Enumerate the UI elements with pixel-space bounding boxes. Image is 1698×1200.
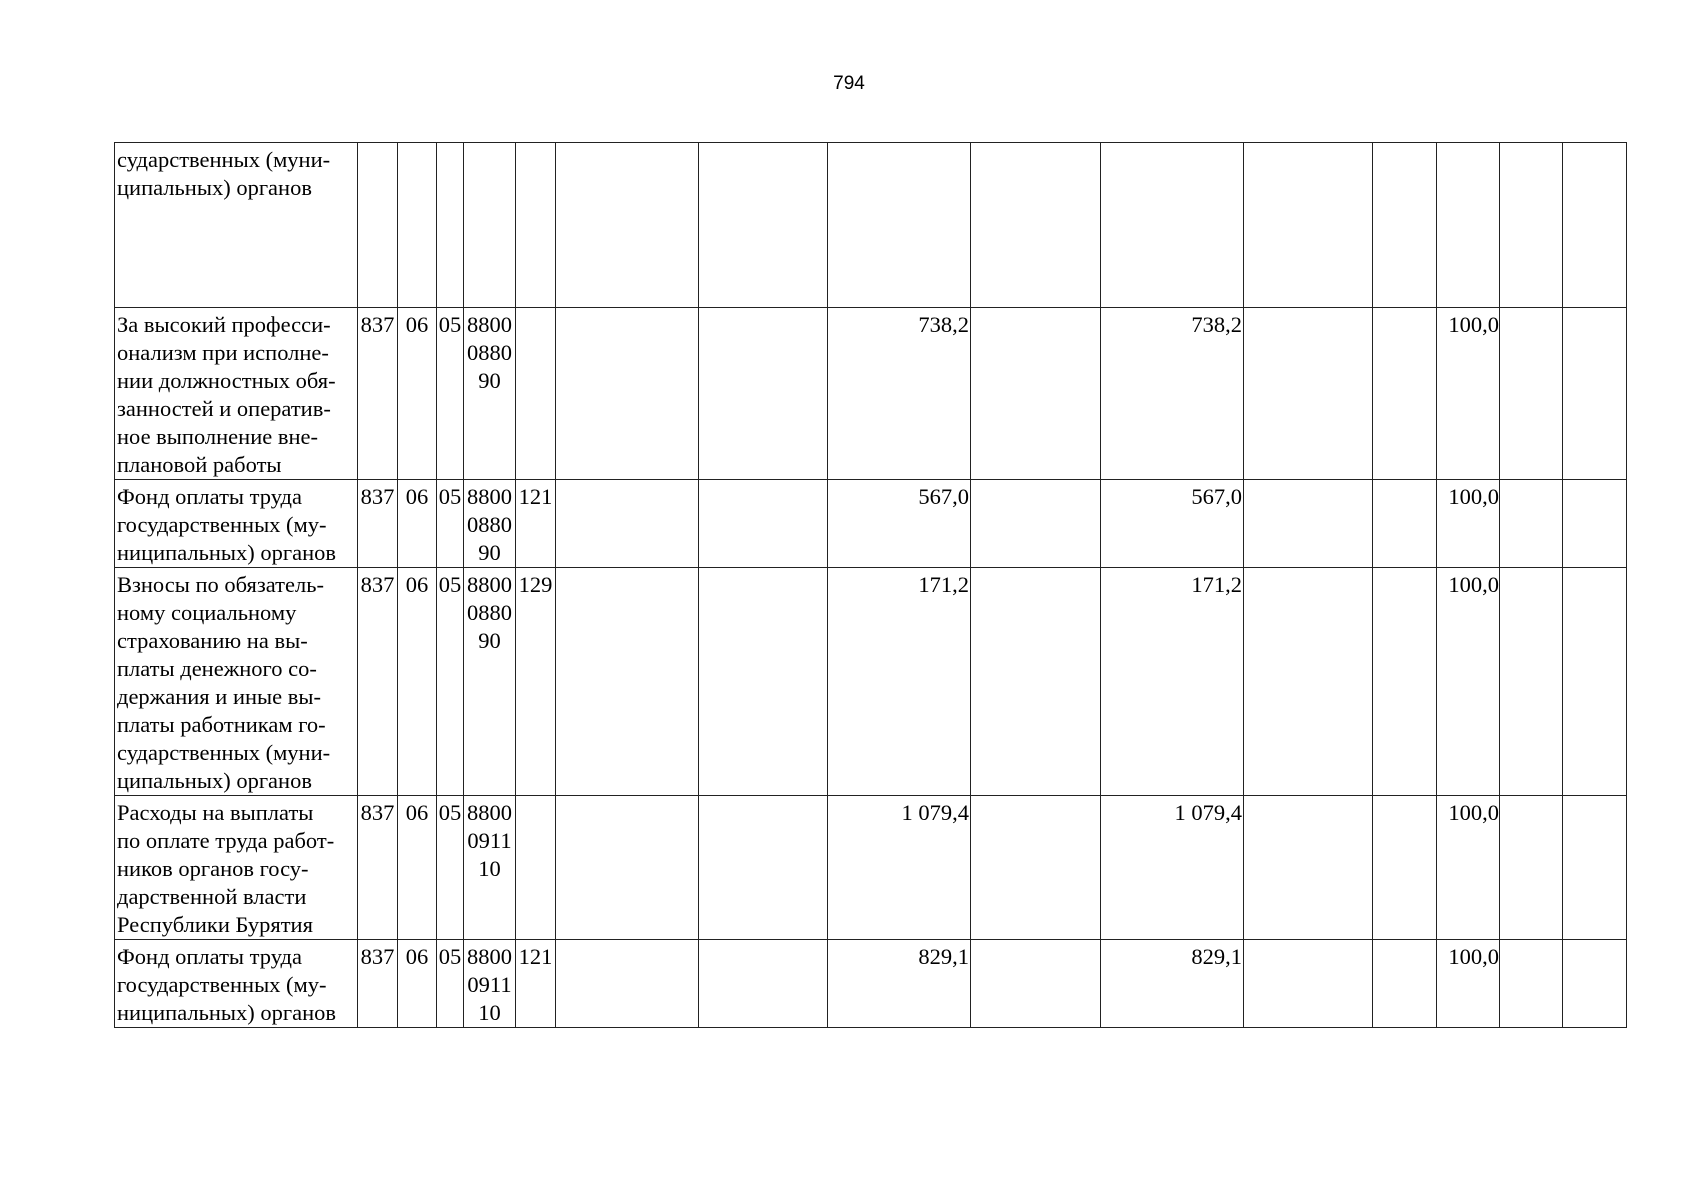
empty-cell	[1244, 940, 1373, 1028]
ved-cell: 837	[358, 796, 398, 940]
empty-cell	[1500, 480, 1563, 568]
empty-cell	[556, 796, 699, 940]
rz-cell: 06	[398, 940, 437, 1028]
empty-cell	[1500, 568, 1563, 796]
kvr-cell: 121	[516, 480, 556, 568]
pr-cell: 05	[437, 796, 464, 940]
empty-cell	[971, 568, 1101, 796]
budget-table	[114, 142, 1627, 1028]
pr-cell: 05	[437, 940, 464, 1028]
empty-cell	[1563, 568, 1627, 796]
empty-cell	[556, 940, 699, 1028]
kvr-cell: 129	[516, 568, 556, 796]
empty-cell	[1500, 796, 1563, 940]
ved-cell: 837	[358, 308, 398, 480]
description-cell: За высокий професси- онализм при исполне- нии должностных обя- занностей и оператив- ное выполнение вне- плановой работы	[115, 308, 358, 480]
description-cell: Расходы на выплаты по оплате труда работ- ников органов госу- дарственной власти Республики Бурятия	[115, 796, 358, 940]
empty-cell	[556, 480, 699, 568]
empty-cell	[971, 940, 1101, 1028]
ved-cell: 837	[358, 940, 398, 1028]
empty-cell	[1563, 940, 1627, 1028]
rz-cell: 06	[398, 796, 437, 940]
empty-cell	[971, 480, 1101, 568]
amount-1-cell: 171,2	[828, 568, 971, 796]
description-cell: Взносы по обязатель- ному социальному страхованию на вы- платы денежного со- держания и иные вы- платы работникам го- сударственных (муни- ципальных) органов	[115, 568, 358, 796]
percent-cell: 100,0	[1437, 308, 1500, 480]
rz-cell	[398, 143, 437, 308]
empty-cell	[971, 796, 1101, 940]
rz-cell: 06	[398, 568, 437, 796]
description-cell: Фонд оплаты труда государственных (му- ниципальных) органов	[115, 480, 358, 568]
empty-cell	[1500, 308, 1563, 480]
empty-cell	[699, 796, 828, 940]
pr-cell	[437, 143, 464, 308]
empty-cell	[1500, 143, 1563, 308]
empty-cell	[1563, 143, 1627, 308]
amount-1-cell: 1 079,4	[828, 796, 971, 940]
description-cell: сударственных (муни- ципальных) органов	[115, 143, 358, 308]
kvr-cell: 121	[516, 940, 556, 1028]
empty-cell	[1373, 940, 1437, 1028]
table-row	[115, 480, 1627, 568]
percent-cell: 100,0	[1437, 480, 1500, 568]
empty-cell	[1244, 568, 1373, 796]
kcsr-cell: 8800 0880 90	[464, 308, 516, 480]
empty-cell	[1373, 308, 1437, 480]
table-row	[115, 568, 1627, 796]
empty-cell	[1373, 480, 1437, 568]
kvr-cell	[516, 796, 556, 940]
description-cell: Фонд оплаты труда государственных (му- ниципальных) органов	[115, 940, 358, 1028]
empty-cell	[1563, 308, 1627, 480]
empty-cell	[699, 480, 828, 568]
empty-cell	[1244, 143, 1373, 308]
pr-cell: 05	[437, 568, 464, 796]
kcsr-cell: 8800 0880 90	[464, 480, 516, 568]
empty-cell	[556, 308, 699, 480]
amount-2-cell	[1101, 143, 1244, 308]
pr-cell: 05	[437, 480, 464, 568]
empty-cell	[1244, 796, 1373, 940]
empty-cell	[1373, 796, 1437, 940]
empty-cell	[1563, 480, 1627, 568]
kvr-cell	[516, 143, 556, 308]
rz-cell: 06	[398, 480, 437, 568]
ved-cell: 837	[358, 480, 398, 568]
empty-cell	[1244, 480, 1373, 568]
kcsr-cell	[464, 143, 516, 308]
empty-cell	[556, 568, 699, 796]
amount-1-cell	[828, 143, 971, 308]
table-row	[115, 796, 1627, 940]
amount-1-cell: 738,2	[828, 308, 971, 480]
empty-cell	[1500, 940, 1563, 1028]
amount-2-cell: 829,1	[1101, 940, 1244, 1028]
empty-cell	[699, 940, 828, 1028]
empty-cell	[971, 308, 1101, 480]
table-row	[115, 143, 1627, 308]
empty-cell	[699, 568, 828, 796]
amount-2-cell: 1 079,4	[1101, 796, 1244, 940]
empty-cell	[1563, 796, 1627, 940]
amount-1-cell: 829,1	[828, 940, 971, 1028]
ved-cell: 837	[358, 568, 398, 796]
empty-cell	[1373, 143, 1437, 308]
amount-2-cell: 171,2	[1101, 568, 1244, 796]
empty-cell	[971, 143, 1101, 308]
page-number: 794	[833, 73, 865, 94]
amount-1-cell: 567,0	[828, 480, 971, 568]
empty-cell	[1373, 568, 1437, 796]
table-row	[115, 940, 1627, 1028]
kvr-cell	[516, 308, 556, 480]
percent-cell: 100,0	[1437, 568, 1500, 796]
empty-cell	[699, 143, 828, 308]
empty-cell	[699, 308, 828, 480]
rz-cell: 06	[398, 308, 437, 480]
pr-cell: 05	[437, 308, 464, 480]
kcsr-cell: 8800 0911 10	[464, 796, 516, 940]
kcsr-cell: 8800 0911 10	[464, 940, 516, 1028]
amount-2-cell: 738,2	[1101, 308, 1244, 480]
percent-cell	[1437, 143, 1500, 308]
empty-cell	[1244, 308, 1373, 480]
amount-2-cell: 567,0	[1101, 480, 1244, 568]
empty-cell	[556, 143, 699, 308]
table-row	[115, 308, 1627, 480]
ved-cell	[358, 143, 398, 308]
kcsr-cell: 8800 0880 90	[464, 568, 516, 796]
percent-cell: 100,0	[1437, 796, 1500, 940]
percent-cell: 100,0	[1437, 940, 1500, 1028]
